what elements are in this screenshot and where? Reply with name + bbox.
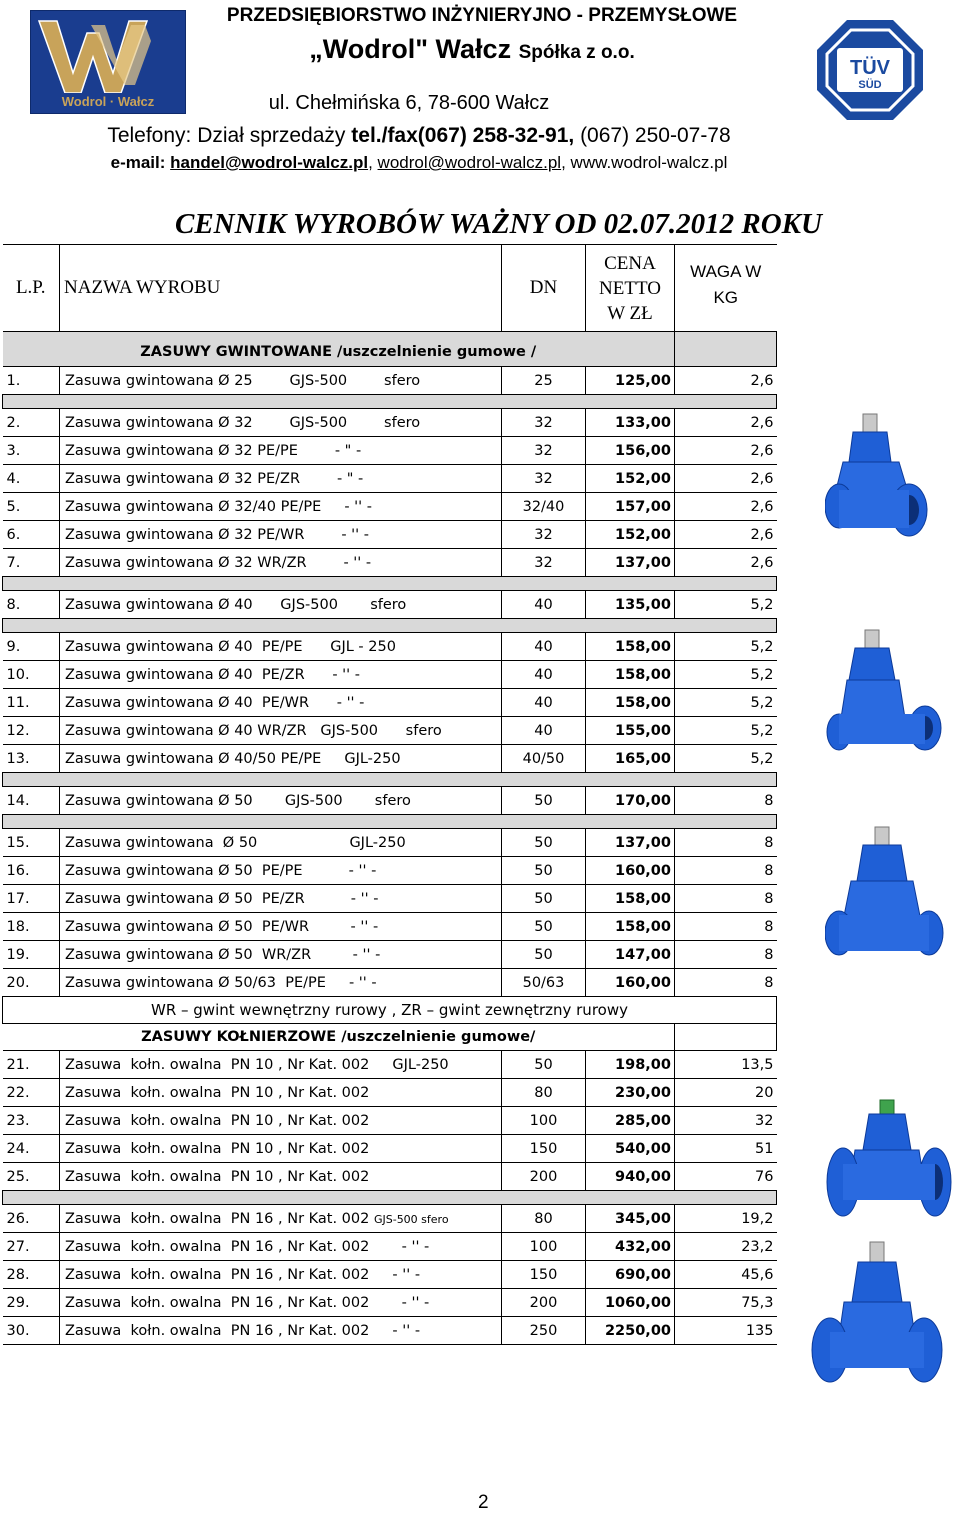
row-dn: 50 <box>502 787 586 815</box>
row-lp: 20. <box>3 969 60 997</box>
email-link-wodrol[interactable]: wodrol@wodrol-walcz.pl <box>377 153 562 172</box>
col-name-header: NAZWA WYROBU <box>60 245 502 332</box>
table-row <box>3 1289 777 1317</box>
row-price: 155,00 <box>586 717 675 745</box>
row-name <box>60 857 502 885</box>
row-price: 133,00 <box>586 409 675 437</box>
row-name <box>60 941 502 969</box>
row-name-text: Zasuwa kołn. owalna PN 10 , Nr Kat. 002 <box>65 1084 370 1101</box>
row-name-text: Zasuwa gwintowana Ø 32 PE/PE - " - <box>65 442 362 459</box>
tuv-sub-text: SÜD <box>858 79 882 91</box>
row-lp: 11. <box>3 689 60 717</box>
row-weight: 8 <box>675 941 777 969</box>
company-name <box>0 34 954 65</box>
col-lp-header: L.P. <box>3 245 60 332</box>
row-lp: 17. <box>3 885 60 913</box>
table-gap-row <box>3 395 777 409</box>
table-row <box>3 1317 777 1345</box>
row-dn: 250 <box>502 1317 586 1345</box>
row-price: 230,00 <box>586 1079 675 1107</box>
row-price: 158,00 <box>586 913 675 941</box>
row-price: 1060,00 <box>586 1289 675 1317</box>
company-phones <box>0 124 838 148</box>
price-table <box>2 244 777 1345</box>
row-dn: 25 <box>502 367 586 395</box>
row-dn: 40 <box>502 689 586 717</box>
col-dn-header: DN <box>502 245 586 332</box>
row-name-text: Zasuwa gwintowana Ø 32 WR/ZR - '' - <box>65 554 372 571</box>
row-dn: 50 <box>502 913 586 941</box>
row-name-text: Zasuwa gwintowana Ø 32 PE/ZR - " - <box>65 470 364 487</box>
row-lp: 16. <box>3 857 60 885</box>
row-name-text: Zasuwa gwintowana Ø 25 GJS-500 sfero <box>65 372 421 389</box>
row-name-text: Zasuwa gwintowana Ø 40 PE/PE GJL - 250 <box>65 638 396 655</box>
table-row <box>3 1163 777 1191</box>
row-dn: 32 <box>502 549 586 577</box>
row-price: 690,00 <box>586 1261 675 1289</box>
table-row <box>3 689 777 717</box>
section-threaded-label: ZASUWY GWINTOWANE /uszczelnienie gumowe / <box>3 332 675 367</box>
row-lp: 9. <box>3 633 60 661</box>
row-name <box>60 969 502 997</box>
legend-note: WR – gwint wewnętrzny rurowy , ZR – gwint zewnętrzny rurowy <box>3 997 777 1024</box>
price-header-l3: W ZŁ <box>607 302 653 324</box>
row-price: 285,00 <box>586 1107 675 1135</box>
row-lp: 14. <box>3 787 60 815</box>
row-name-text: Zasuwa kołn. owalna PN 16 , Nr Kat. 002 - '' - <box>65 1322 421 1339</box>
row-name <box>60 1289 502 1317</box>
table-row <box>3 829 777 857</box>
row-weight: 20 <box>675 1079 777 1107</box>
row-name-text: Zasuwa gwintowana Ø 40 WR/ZR GJS-500 sfero <box>65 722 442 739</box>
website-link[interactable]: www.wodrol-walcz.pl <box>570 153 728 172</box>
email-link-handel[interactable]: handel@wodrol-walcz.pl <box>170 153 369 172</box>
row-name <box>60 661 502 689</box>
row-name-text: Zasuwa kołn. owalna PN 10 , Nr Kat. 002 <box>65 1140 370 1157</box>
table-row <box>3 633 777 661</box>
row-name-text: Zasuwa kołn. owalna PN 16 , Nr Kat. 002 - '' - <box>65 1266 421 1283</box>
row-lp: 15. <box>3 829 60 857</box>
row-weight: 2,6 <box>675 437 777 465</box>
row-dn: 100 <box>502 1107 586 1135</box>
row-lp: 1. <box>3 367 60 395</box>
row-name <box>60 885 502 913</box>
row-price: 940,00 <box>586 1163 675 1191</box>
company-contacts <box>0 153 838 173</box>
row-name <box>60 521 502 549</box>
phones-rest: (067) 250-07-78 <box>574 124 731 147</box>
gap-cell <box>3 619 777 633</box>
gap-cell <box>3 395 777 409</box>
row-dn: 200 <box>502 1289 586 1317</box>
row-name <box>60 591 502 619</box>
phones-prefix: Telefony: Dział sprzedaży <box>107 124 352 147</box>
table-row <box>3 913 777 941</box>
col-price-header <box>586 245 675 332</box>
company-form: Spółka z o.o. <box>518 42 635 63</box>
row-lp: 4. <box>3 465 60 493</box>
table-row <box>3 969 777 997</box>
row-weight: 32 <box>675 1107 777 1135</box>
row-lp: 29. <box>3 1289 60 1317</box>
row-name-text: Zasuwa gwintowana Ø 40 PE/WR - '' - <box>65 694 365 711</box>
row-weight: 2,6 <box>675 493 777 521</box>
row-dn: 40 <box>502 633 586 661</box>
row-weight: 75,3 <box>675 1289 777 1317</box>
row-name <box>60 1205 502 1233</box>
table-row <box>3 941 777 969</box>
row-dn: 32 <box>502 437 586 465</box>
row-name <box>60 367 502 395</box>
row-price: 152,00 <box>586 521 675 549</box>
row-name-text: Zasuwa gwintowana Ø 40/50 PE/PE GJL-250 <box>65 750 401 767</box>
row-lp: 26. <box>3 1205 60 1233</box>
gap-cell <box>3 773 777 787</box>
section-flanged-label: ZASUWY KOŁNIERZOWE /uszczelnienie gumowe/ <box>3 1024 675 1051</box>
row-weight: 8 <box>675 885 777 913</box>
row-weight: 51 <box>675 1135 777 1163</box>
row-price: 152,00 <box>586 465 675 493</box>
company-name-main: „Wodrol" Wałcz <box>309 34 512 64</box>
row-price: 540,00 <box>586 1135 675 1163</box>
flanged-valve-image-1 <box>825 1098 955 1223</box>
row-price: 158,00 <box>586 885 675 913</box>
row-dn: 32 <box>502 521 586 549</box>
row-lp: 12. <box>3 717 60 745</box>
row-price: 137,00 <box>586 829 675 857</box>
row-name <box>60 1317 502 1345</box>
row-price: 160,00 <box>586 969 675 997</box>
row-lp: 30. <box>3 1317 60 1345</box>
row-dn: 40 <box>502 717 586 745</box>
threaded-valve-image-1 <box>825 410 935 550</box>
section-flanged <box>3 1024 777 1051</box>
row-dn: 80 <box>502 1205 586 1233</box>
row-name <box>60 913 502 941</box>
table-row <box>3 367 777 395</box>
row-price: 170,00 <box>586 787 675 815</box>
row-weight: 5,2 <box>675 717 777 745</box>
table-row <box>3 1107 777 1135</box>
row-dn: 80 <box>502 1079 586 1107</box>
row-price: 156,00 <box>586 437 675 465</box>
row-weight: 8 <box>675 913 777 941</box>
row-name <box>60 465 502 493</box>
row-price: 125,00 <box>586 367 675 395</box>
section-threaded <box>3 332 777 367</box>
table-row <box>3 661 777 689</box>
row-name-text: Zasuwa kołn. owalna PN 10 , Nr Kat. 002 <box>65 1112 370 1129</box>
row-dn: 150 <box>502 1261 586 1289</box>
row-name <box>60 829 502 857</box>
row-lp: 18. <box>3 913 60 941</box>
row-name-text: Zasuwa gwintowana Ø 50 PE/PE - '' - <box>65 862 377 879</box>
row-lp: 13. <box>3 745 60 773</box>
row-dn: 150 <box>502 1135 586 1163</box>
row-weight: 19,2 <box>675 1205 777 1233</box>
row-price: 157,00 <box>586 493 675 521</box>
row-dn: 100 <box>502 1233 586 1261</box>
row-name <box>60 1107 502 1135</box>
table-row <box>3 1079 777 1107</box>
row-price: 137,00 <box>586 549 675 577</box>
document-title: CENNIK WYROBÓW WAŻNY OD 02.07.2012 ROKU <box>175 208 822 240</box>
row-weight: 2,6 <box>675 549 777 577</box>
row-name-text: Zasuwa kołn. owalna PN 16 , Nr Kat. 002 - '' - <box>65 1294 430 1311</box>
row-weight: 5,2 <box>675 591 777 619</box>
row-price: 135,00 <box>586 591 675 619</box>
row-name-text: Zasuwa kołn. owalna PN 16 , Nr Kat. 002 <box>65 1210 370 1227</box>
row-name-text: Zasuwa gwintowana Ø 50 GJS-500 sfero <box>65 792 411 809</box>
row-name <box>60 437 502 465</box>
email-separator: , <box>368 153 378 172</box>
row-name <box>60 745 502 773</box>
table-gap-row <box>3 1191 777 1205</box>
company-address: ul. Chełmińska 6, 78-600 Wałcz <box>268 92 550 114</box>
row-weight: 2,6 <box>675 367 777 395</box>
table-row <box>3 549 777 577</box>
row-weight: 76 <box>675 1163 777 1191</box>
row-name-text: Zasuwa gwintowana Ø 50/63 PE/PE - '' - <box>65 974 377 991</box>
table-header-row <box>3 245 777 332</box>
section-threaded-blank <box>675 332 777 367</box>
threaded-valve-image-3 <box>825 825 945 970</box>
row-dn: 40 <box>502 661 586 689</box>
row-name <box>60 787 502 815</box>
row-name-small: GJS-500 sfero <box>373 1212 449 1226</box>
row-lp: 22. <box>3 1079 60 1107</box>
page-number: 2 <box>478 1492 489 1513</box>
row-dn: 50/63 <box>502 969 586 997</box>
table-gap-row <box>3 619 777 633</box>
row-name <box>60 1079 502 1107</box>
row-lp: 8. <box>3 591 60 619</box>
row-lp: 23. <box>3 1107 60 1135</box>
row-price: 432,00 <box>586 1233 675 1261</box>
section-flanged-blank <box>675 1024 777 1051</box>
row-price: 165,00 <box>586 745 675 773</box>
row-dn: 50 <box>502 857 586 885</box>
row-lp: 27. <box>3 1233 60 1261</box>
table-row <box>3 1261 777 1289</box>
row-price: 345,00 <box>586 1205 675 1233</box>
table-row <box>3 787 777 815</box>
row-weight: 8 <box>675 969 777 997</box>
table-gap-row <box>3 815 777 829</box>
row-name-text: Zasuwa gwintowana Ø 50 WR/ZR - '' - <box>65 946 381 963</box>
row-price: 2250,00 <box>586 1317 675 1345</box>
price-header-l2: NETTO <box>599 277 661 299</box>
row-name <box>60 549 502 577</box>
row-weight: 45,6 <box>675 1261 777 1289</box>
row-lp: 19. <box>3 941 60 969</box>
table-row <box>3 745 777 773</box>
row-lp: 3. <box>3 437 60 465</box>
row-name <box>60 689 502 717</box>
table-row <box>3 493 777 521</box>
row-name-text: Zasuwa gwintowana Ø 32 PE/WR - '' - <box>65 526 369 543</box>
row-dn: 40 <box>502 591 586 619</box>
table-row <box>3 885 777 913</box>
row-lp: 6. <box>3 521 60 549</box>
row-dn: 50 <box>502 885 586 913</box>
row-lp: 24. <box>3 1135 60 1163</box>
row-name-text: Zasuwa kołn. owalna PN 16 , Nr Kat. 002 - '' - <box>65 1238 430 1255</box>
row-price: 198,00 <box>586 1051 675 1079</box>
row-weight: 8 <box>675 857 777 885</box>
row-weight: 2,6 <box>675 409 777 437</box>
table-row <box>3 591 777 619</box>
row-weight: 2,6 <box>675 465 777 493</box>
row-dn: 32 <box>502 409 586 437</box>
row-lp: 25. <box>3 1163 60 1191</box>
row-name <box>60 1135 502 1163</box>
table-row <box>3 465 777 493</box>
row-name <box>60 1051 502 1079</box>
row-price: 160,00 <box>586 857 675 885</box>
table-row <box>3 717 777 745</box>
row-name <box>60 493 502 521</box>
row-weight: 2,6 <box>675 521 777 549</box>
email-label: e-mail: <box>110 153 171 172</box>
row-name <box>60 633 502 661</box>
row-name-text: Zasuwa gwintowana Ø 50 GJL-250 <box>65 834 406 851</box>
row-weight: 5,2 <box>675 745 777 773</box>
table-row <box>3 1205 777 1233</box>
row-weight: 23,2 <box>675 1233 777 1261</box>
row-name-text: Zasuwa kołn. owalna PN 10 , Nr Kat. 002 GJL-250 <box>65 1056 449 1073</box>
row-name-text: Zasuwa kołn. owalna PN 10 , Nr Kat. 002 <box>65 1168 370 1185</box>
gap-cell <box>3 1191 777 1205</box>
table-row <box>3 857 777 885</box>
row-price: 147,00 <box>586 941 675 969</box>
row-lp: 21. <box>3 1051 60 1079</box>
row-name <box>60 1261 502 1289</box>
row-name-text: Zasuwa gwintowana Ø 40 PE/ZR - '' - <box>65 666 360 683</box>
tuv-text: TÜV <box>850 57 890 79</box>
table-row <box>3 409 777 437</box>
row-name <box>60 1163 502 1191</box>
table-gap-row <box>3 773 777 787</box>
phones-bold: tel./fax(067) 258-32-91, <box>351 124 575 147</box>
table-gap-row <box>3 577 777 591</box>
table-row <box>3 1051 777 1079</box>
row-lp: 28. <box>3 1261 60 1289</box>
row-price: 158,00 <box>586 661 675 689</box>
row-dn: 32/40 <box>502 493 586 521</box>
row-weight: 5,2 <box>675 689 777 717</box>
row-name-text: Zasuwa gwintowana Ø 50 PE/WR - '' - <box>65 918 379 935</box>
company-line1: PRZEDSIĘBIORSTWO INŻYNIERYJNO - PRZEMYSŁOWE <box>226 5 738 26</box>
row-name-text: Zasuwa gwintowana Ø 40 GJS-500 sfero <box>65 596 407 613</box>
row-weight: 8 <box>675 829 777 857</box>
row-name <box>60 717 502 745</box>
gap-cell <box>3 577 777 591</box>
row-weight: 13,5 <box>675 1051 777 1079</box>
row-name <box>60 409 502 437</box>
row-dn: 50 <box>502 941 586 969</box>
row-dn: 50 <box>502 1051 586 1079</box>
row-weight: 135 <box>675 1317 777 1345</box>
row-lp: 2. <box>3 409 60 437</box>
row-name-text: Zasuwa gwintowana Ø 32 GJS-500 sfero <box>65 414 421 431</box>
row-weight: 8 <box>675 787 777 815</box>
row-price: 158,00 <box>586 689 675 717</box>
email-separator-2: , <box>561 153 571 172</box>
row-weight: 5,2 <box>675 633 777 661</box>
row-name-text: Zasuwa gwintowana Ø 50 PE/ZR - '' - <box>65 890 379 907</box>
table-row <box>3 521 777 549</box>
price-header-l1: CENA <box>604 252 656 274</box>
row-dn: 200 <box>502 1163 586 1191</box>
table-row <box>3 437 777 465</box>
threaded-valve-image-2 <box>825 628 945 758</box>
row-dn: 50 <box>502 829 586 857</box>
legend-note-row <box>3 997 777 1024</box>
row-price: 158,00 <box>586 633 675 661</box>
flanged-valve-image-2 <box>810 1240 945 1390</box>
table-row <box>3 1135 777 1163</box>
gap-cell <box>3 815 777 829</box>
logo-text: Wodrol · Wałcz <box>61 94 155 109</box>
row-lp: 5. <box>3 493 60 521</box>
row-weight: 5,2 <box>675 661 777 689</box>
row-dn: 40/50 <box>502 745 586 773</box>
row-name-text: Zasuwa gwintowana Ø 32/40 PE/PE - '' - <box>65 498 372 515</box>
table-row <box>3 1233 777 1261</box>
row-dn: 32 <box>502 465 586 493</box>
row-name <box>60 1233 502 1261</box>
row-lp: 7. <box>3 549 60 577</box>
row-lp: 10. <box>3 661 60 689</box>
col-weight-header: WAGA W KG <box>675 245 777 332</box>
